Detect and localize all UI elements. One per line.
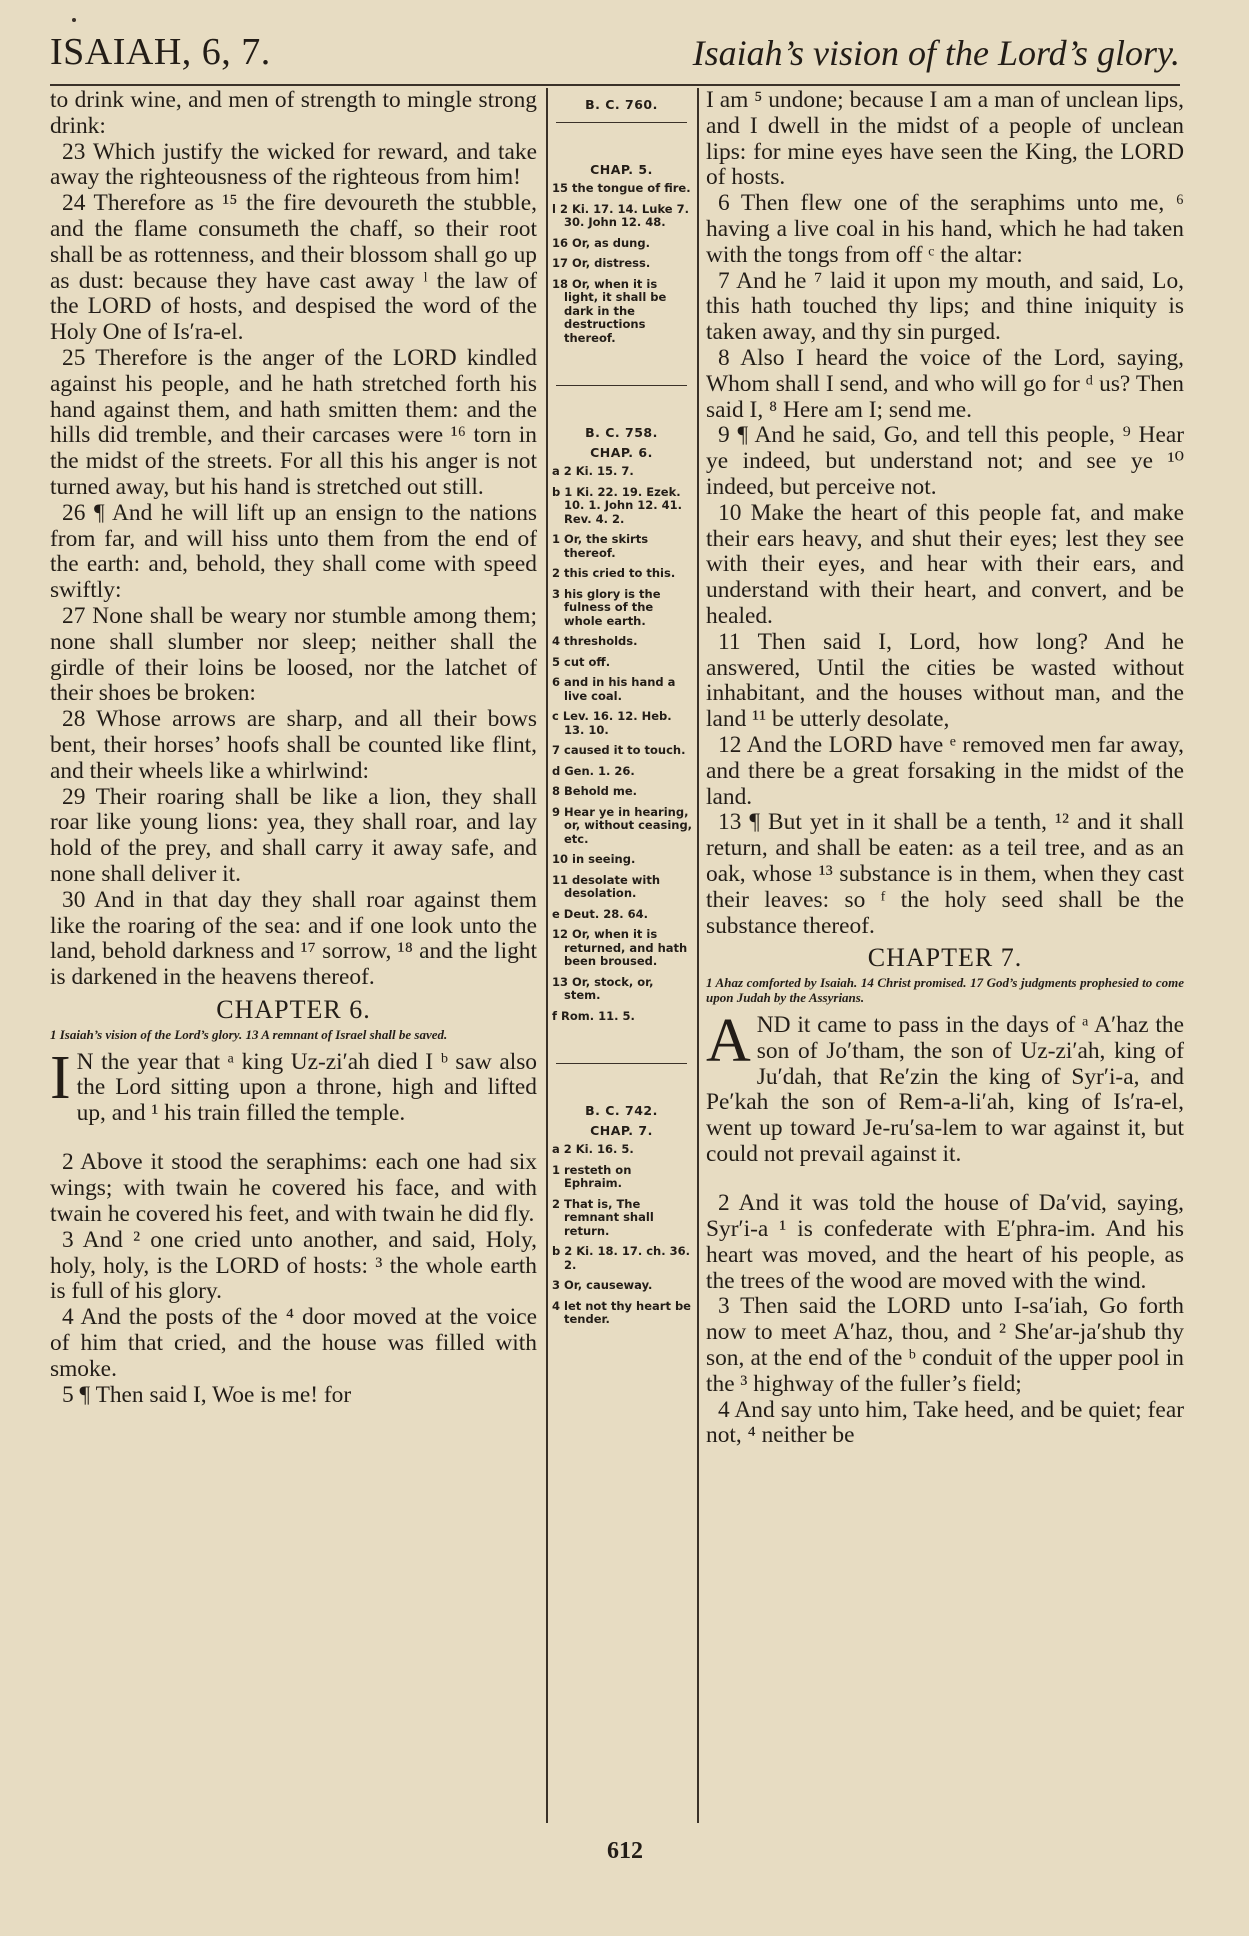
- verse-6-7: 7 And he ⁷ laid it upon my mouth, and said, Lo, this hath touched thy lips; and thine iniquity is taken away, and thy sin purged.: [706, 267, 1184, 346]
- note-4-7: 4 let not thy heart be tender.: [552, 1298, 691, 1326]
- verse-7-1-text: ND it came to pass in the days of ᵃ A′haz the son of Jo′tham, the son of Uz-zi′ah, king of Ju′dah, that Re′zin the king of Syr′i-a, and Pe′kah the son of Rem-a-li′ah, king of Is′ra-el, went up toward Je-ru′sa-lem to war against it, but could not prevail against it.: [706, 1012, 1184, 1168]
- note-9: 9 Hear ye in hearing, or, without ceasing, etc.: [552, 804, 693, 846]
- verse-7-1: [706, 1007, 1184, 1168]
- verse-5-24: 24 Therefore as ¹⁵ the fire devoureth the stubble, and the flame consumeth the chaff, so their root shall be as rottenness, and their blossom shall go up as dust: because they have cast away ˡ the law of the LORD of hosts, and despised the word of the Holy One of Is′ra-el.: [50, 190, 537, 346]
- verse-6-4: 4 And the posts of the ⁴ door moved at the voice of him that cried, and the house was filled with smoke.: [50, 1304, 537, 1382]
- note-2-7: 2 That is, The remnant shall return.: [552, 1196, 654, 1238]
- date-bc-760: B. C. 760.: [585, 97, 658, 112]
- verse-5-25: 25 Therefore is the anger of the LORD kindled against his people, and he hath stretched forth his hand against them, and hath smitten them: and the hills did tremble, and their carcases were ¹⁶ torn in the midst of the streets. For all this his anger is not turned away, but his hand is stretched out still.: [50, 344, 537, 500]
- verse-6-5-continuation: I am ⁵ undone; because I am a man of unclean lips, and I dwell in the midst of a people of unclean lips: for mine eyes have seen the King, the LORD of hosts.: [706, 88, 1184, 191]
- note-l: l 2 Ki. 17. 14. Luke 7. 30. John 12. 48.: [552, 201, 689, 229]
- verse-5-26: 26 ¶ And he will lift up an ensign to the nations from far, and will hiss unto them from the end of the earth: and, behold, they shall come with speed swiftly:: [50, 499, 537, 604]
- verse-6-9: 9 ¶ And he said, Go, and tell this people, ⁹ Hear ye indeed, but understand not; and see ye ¹⁰ indeed, but perceive not.: [706, 422, 1184, 500]
- note-2: 2 this cried to this.: [552, 566, 676, 580]
- verse-6-1: [50, 1043, 537, 1127]
- chapter-7-summary: 1 Ahaz comforted by Isaiah. 14 Christ promised. 17 God’s judgments prophesied to come upon Judah by the Assyrians.: [706, 975, 1184, 1006]
- verse-6-5: 5 ¶ Then said I, Woe is me! for: [62, 1381, 352, 1408]
- note-a-7: a 2 Ki. 16. 5.: [552, 1142, 634, 1156]
- verse-6-3: 3 And ² one cried unto another, and said, Holy, holy, holy, is the LORD of hosts: ³ the whole earth is full of his glory.: [50, 1226, 537, 1305]
- verse-6-8: 8 Also I heard the voice of the Lord, saying, Whom shall I send, and who will go for ᵈ us? Then said I, ⁸ Here am I; send me.: [706, 344, 1184, 423]
- note-3: 3 his glory is the fulness of the whole earth.: [552, 586, 661, 628]
- header-rule: [50, 84, 1180, 86]
- verse-5-29: 29 Their roaring shall be like a lion, they shall roar like young lions: yea, they shall roar, and lay hold of the prey, and shall carry it away safe, and none shall deliver it.: [50, 783, 537, 887]
- page-header: [50, 22, 1180, 84]
- note-e: e Deut. 28. 64.: [552, 906, 648, 921]
- note-3-7: 3 Or, causeway.: [552, 1278, 653, 1292]
- note-12: 12 Or, when it is returned, and hath been broused.: [552, 927, 688, 968]
- date-bc-758: B. C. 758.: [585, 425, 658, 440]
- verse-6-1-text: N the year that ᵃ king Uz-zi′ah died I ᵇ saw also the Lord sitting upon a throne, high and lifted up, and ¹ his train filled the temple.: [76, 1048, 537, 1127]
- chapter-7-heading: CHAPTER 7.: [867, 943, 1023, 973]
- verse-6-13: 13 ¶ But yet in it shall be a tenth, ¹² and it shall return, and shall be eaten: as a teil tree, and as an oak, whose ¹³ substance is in them, when they cast their leaves: so ᶠ the holy seed shall be the substance thereof.: [706, 809, 1184, 939]
- verse-6-12: 12 And the LORD have ᵉ removed men far away, and there be a great forsaking in the midst of the land.: [706, 731, 1184, 810]
- verse-5-23: 23 Which justify the wicked for reward, and take away the righteousness of the righteous from him!: [50, 138, 537, 191]
- note-b-7: b 2 Ki. 18. 17. ch. 36. 2.: [552, 1244, 690, 1272]
- reference-rule: [556, 385, 687, 386]
- verse-7-3: 3 Then said the LORD unto I-sa′iah, Go forth now to meet A′haz, thou, and ² She′ar-ja′shub thy son, at the end of the ᵇ conduit of the upper pool in the ³ highway of the fuller’s field;: [706, 1293, 1184, 1397]
- note-17: 17 Or, distress.: [552, 256, 651, 270]
- chapter-6-heading: CHAPTER 6.: [216, 994, 371, 1024]
- verse-7-2: 2 And it was told the house of Da′vid, saying, Syr′i-a ¹ is confederate with E′phra-im. And his heart was moved, and the heart of his people, as the trees of the wood are moved with the wind.: [706, 1190, 1184, 1294]
- note-a: a 2 Ki. 15. 7.: [552, 464, 634, 478]
- left-text-column: [50, 88, 537, 1823]
- verse-6-10: 10 Make the heart of this people fat, and make their ears heavy, and shut their eyes; lest they see with their eyes, and hear with their ears, and understand with their heart, and convert, and be healed.: [706, 499, 1184, 629]
- reference-column: [550, 92, 693, 1832]
- column-rule-left: [546, 88, 548, 1823]
- running-head-topic: Isaiah’s vision of the Lord’s glory.: [692, 33, 1180, 73]
- note-f: f Rom. 11. 5.: [552, 1008, 635, 1023]
- chapter-6-summary: 1 Isaiah’s vision of the Lord’s glory. 13 A remnant of Israel shall be saved.: [50, 1026, 448, 1042]
- note-d: d Gen. 1. 26.: [552, 763, 635, 778]
- note-13: 13 Or, stock, or, stem.: [552, 974, 654, 1002]
- note-1-7: 1 resteth on Ephraim.: [552, 1162, 632, 1190]
- verse-5-28: 28 Whose arrows are sharp, and all their bows bent, their horses’ hoofs shall be counted like flint, and their wheels like a whirlwind:: [50, 706, 537, 784]
- column-rule-right: [697, 88, 699, 1823]
- verse-5-30: 30 And in that day they shall roar against them like the roaring of the sea: and if one look unto the land, behold darkness and ¹⁷ sorrow, ¹⁸ and the light is darkened in the heavens thereof.: [50, 886, 537, 991]
- note-18: 18 Or, when it is light, it shall be dark in the destructions thereof.: [552, 276, 667, 345]
- reference-rule: [556, 122, 687, 123]
- chap-7-label: CHAP. 7.: [590, 1122, 653, 1138]
- running-head-book: ISAIAH, 6, 7.: [50, 31, 271, 73]
- right-text-column: [706, 88, 1184, 1823]
- drop-cap-i: I: [50, 1043, 71, 1112]
- date-bc-742: B. C. 742.: [585, 1103, 658, 1118]
- note-1: 1 Or, the skirts thereof.: [552, 532, 649, 560]
- page-number: 612: [607, 1838, 643, 1864]
- note-10: 10 in seeing.: [552, 852, 636, 866]
- verse-6-11: 11 Then said I, Lord, how long? And he answered, Until the cities be wasted without inhabitant, and the houses without man, and the land ¹¹ be utterly desolate,: [706, 628, 1184, 733]
- note-c: c Lev. 16. 12. Heb. 13. 10.: [552, 709, 672, 737]
- verse-continuation: to drink wine, and men of strength to mingle strong drink:: [50, 88, 537, 139]
- note-16: 16 Or, as dung.: [552, 235, 650, 250]
- drop-cap-a: A: [706, 1007, 751, 1076]
- verse-6-6: 6 Then flew one of the seraphims unto me, ⁶ having a live coal in his hand, which he had taken with the tongs from off ᶜ the altar:: [706, 190, 1184, 268]
- note-15: 15 the tongue of fire.: [552, 181, 691, 195]
- verse-6-2: 2 Above it stood the seraphims: each one had six wings; with twain he covered his face, and with twain he covered his feet, and with twain he did fly.: [50, 1149, 537, 1228]
- note-6: 6 and in his hand a live coal.: [552, 675, 676, 703]
- note-8: 8 Behold me.: [552, 784, 637, 798]
- note-5: 5 cut off.: [552, 654, 611, 669]
- chap-6-label: CHAP. 6.: [590, 444, 653, 460]
- verse-7-4: 4 And say unto him, Take heed, and be quiet; fear not, ⁴ neither be: [706, 1396, 1184, 1449]
- note-b: b 1 Ki. 22. 19. Ezek. 10. 1. John 12. 41. Rev. 4. 2.: [552, 484, 683, 526]
- note-7: 7 caused it to touch.: [552, 743, 686, 757]
- reference-rule: [556, 1063, 687, 1064]
- verse-5-27: 27 None shall be weary nor stumble among them; none shall slumber nor sleep; neither shall the girdle of their loins be loosed, nor the latchet of their shoes be broken:: [50, 602, 537, 707]
- note-4: 4 thresholds.: [552, 634, 638, 648]
- chap-5-label: CHAP. 5.: [590, 161, 653, 177]
- note-11: 11 desolate with desolation.: [552, 872, 661, 900]
